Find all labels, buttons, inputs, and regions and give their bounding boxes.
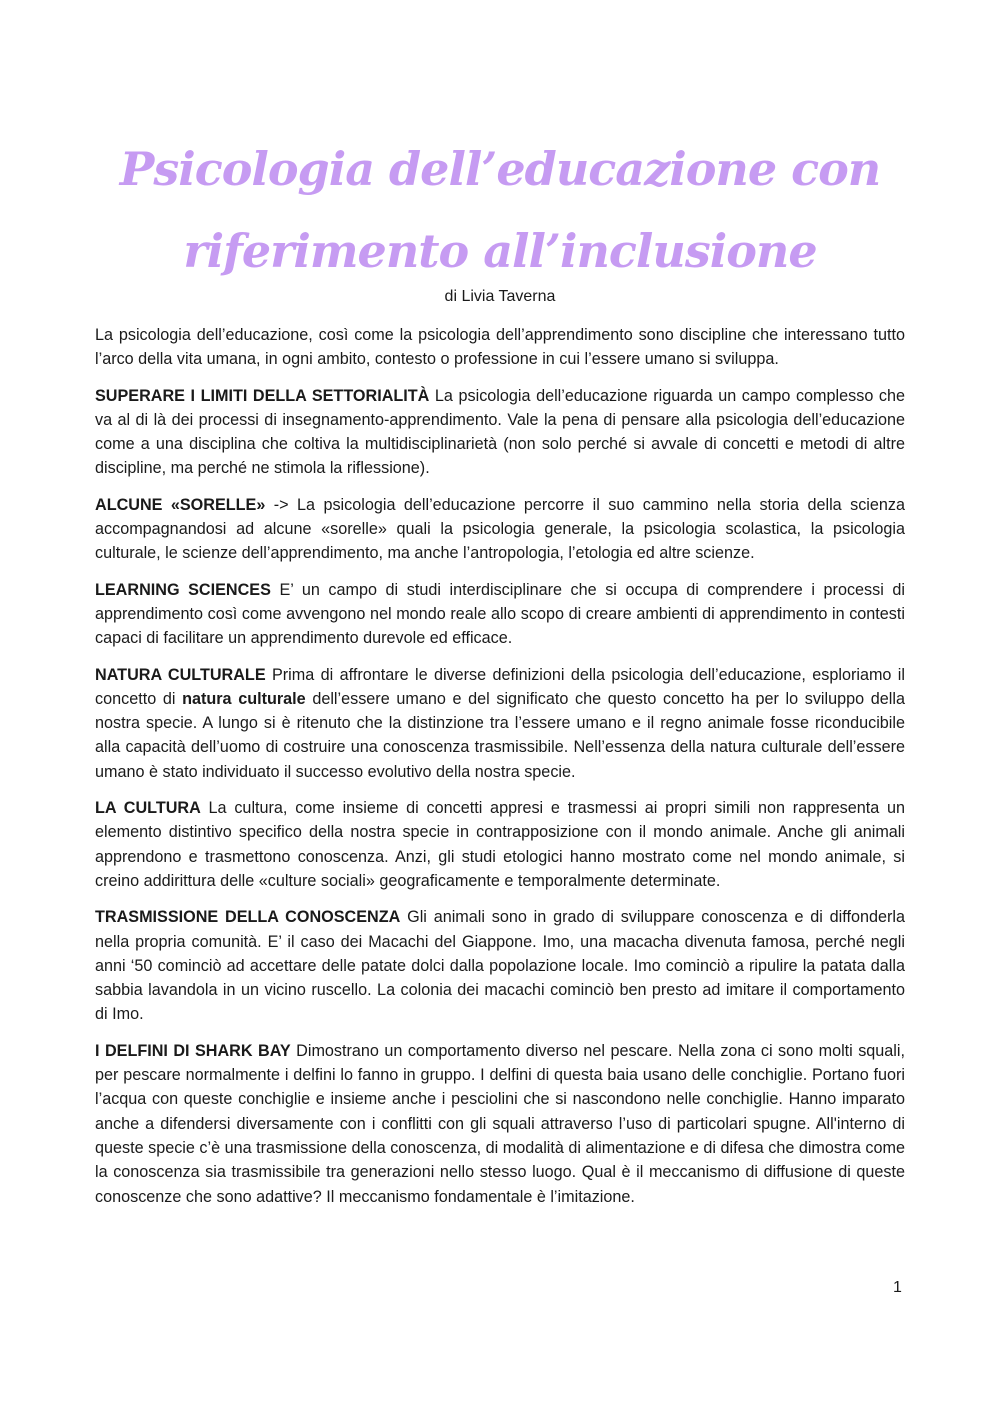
emphasis-term: natura culturale — [182, 689, 306, 708]
section-heading: NATURA CULTURALE — [95, 665, 266, 684]
paragraph-text: E’ un campo di studi interdisciplinare che si occupa di comprendere i processi di apprendimento così come avvengono nel mondo reale allo scopo di creare ambienti di apprendimento in contesti capaci di facilitare un apprendimento durevole ed efficace. — [95, 580, 905, 648]
paragraph-settorialita — [95, 384, 905, 481]
section-heading: ALCUNE «SORELLE» — [95, 495, 266, 514]
page-number: 1 — [893, 1279, 902, 1296]
paragraph-delfini — [95, 1039, 905, 1209]
paragraph-text: -> La psicologia dell’educazione percorre il suo cammino nella storia della scienza accompagnandosi ad alcune «sorelle» quali la psicologia generale, la psicologia scolastica, la psicologia culturale, le scienze dell’apprendimento, ma anche l’antropologia, l’etologia ed altre scienze. — [95, 495, 905, 563]
paragraph-text: Dimostrano un comportamento diverso nel pescare. Nella zona ci sono molti squali, per pescare normalmente i delfini lo fanno in gruppo. I delfini di questa baia usano delle conchiglie. Portano fuori l’acqua con queste conchiglie e insieme anche i pesciolini che si nascondono nelle conchiglie. Hanno imparato anche a difendersi diversamente con i conflitti con gli squali attraverso l’uso di particolari spugne. All'interno di queste specie c’è una trasmissione della conoscenza, di modalità di alimentazione e di difesa che dimostra come la conoscenza sia trasmissibile tra generazioni nello stesso luogo. Qual è il meccanismo di diffusione di queste conoscenze che sono adattive? Il meccanismo fondamentale è l’imitazione. — [95, 1041, 906, 1206]
section-heading: LEARNING SCIENCES — [95, 580, 271, 599]
section-heading: SUPERARE I LIMITI DELLA SETTORIALITÀ — [95, 386, 430, 405]
paragraph-learning-sciences — [95, 578, 905, 651]
paragraph-text: La psicologia dell’educazione, così come la psicologia dell’apprendimento sono discipline che interessano tutto l’arco della vita umana, in ogni ambito, contesto o professione in cui l’essere umano si sviluppa. — [95, 326, 905, 369]
title-line-1: Psicologia dell’educazione con — [119, 142, 881, 196]
paragraph-text: La psicologia dell’educazione riguarda un campo complesso che va al di là dei processi di insegnamento-apprendimento. Vale la pena di pensare alla psicologia dell’educazione come a una disciplina che coltiva la multidisciplinarietà (non solo perché si avvale di concetti e metodi di altre discipline, ma perché ne stimola la riflessione). — [95, 386, 905, 478]
paragraph-sorelle — [95, 493, 905, 566]
paragraph-trasmissione — [95, 905, 905, 1026]
section-heading: I DELFINI DI SHARK BAY — [95, 1041, 291, 1060]
paragraph-text: Gli animali sono in grado di sviluppare conoscenza e di diffonderla nella propria comunità. E’ il caso dei Macachi del Giappone. Imo, una macacha divenuta famosa, perché negli anni ‘50 cominciò ad accettare delle patate dolci dalla popolazione locale. Imo cominciò a ripulire la patata dalla sabbia lavandola in un vicino ruscello. La colonia dei macachi cominciò ben presto ad imitare il comportamento di Imo. — [95, 908, 905, 1024]
paragraph-natura-culturale — [95, 663, 905, 784]
document-body — [95, 323, 905, 1221]
author-line: di Livia Taverna — [444, 288, 556, 305]
paragraph-intro — [95, 323, 905, 372]
paragraph-text: dell’essere umano e del significato che questo concetto ha per lo sviluppo della nostra specie. A lungo si è ritenuto che la distinzione tra l’essere umano e il regno animale fosse riconducibile alla capacità dell’uomo di costruire una conoscenza trasmissibile. Nell’essenza della natura culturale dell’essere umano è stato individuato il successo evolutivo della nostra specie. — [95, 689, 905, 781]
paragraph-cultura — [95, 796, 905, 893]
paragraph-text: Prima di affrontare le diverse definizioni della psicologia dell’educazione, esploriamo il concetto di — [95, 665, 905, 708]
section-heading: TRASMISSIONE DELLA CONOSCENZA — [95, 908, 401, 927]
section-heading: LA CULTURA — [95, 799, 201, 818]
title-line-2: riferimento all’inclusione — [183, 224, 817, 278]
paragraph-text: La cultura, come insieme di concetti appresi e trasmessi ai propri simili non rappresenta un elemento distintivo specifico della nostra specie in contrapposizione con il mondo animale. Anche gli animali apprendono e trasmettono conoscenza. Anzi, gli studi etologici hanno mostrato come nel mondo animale, si creino addirittura delle «culture sociali» geograficamente e temporalmente determinate. — [95, 799, 905, 890]
document-title — [95, 128, 905, 292]
